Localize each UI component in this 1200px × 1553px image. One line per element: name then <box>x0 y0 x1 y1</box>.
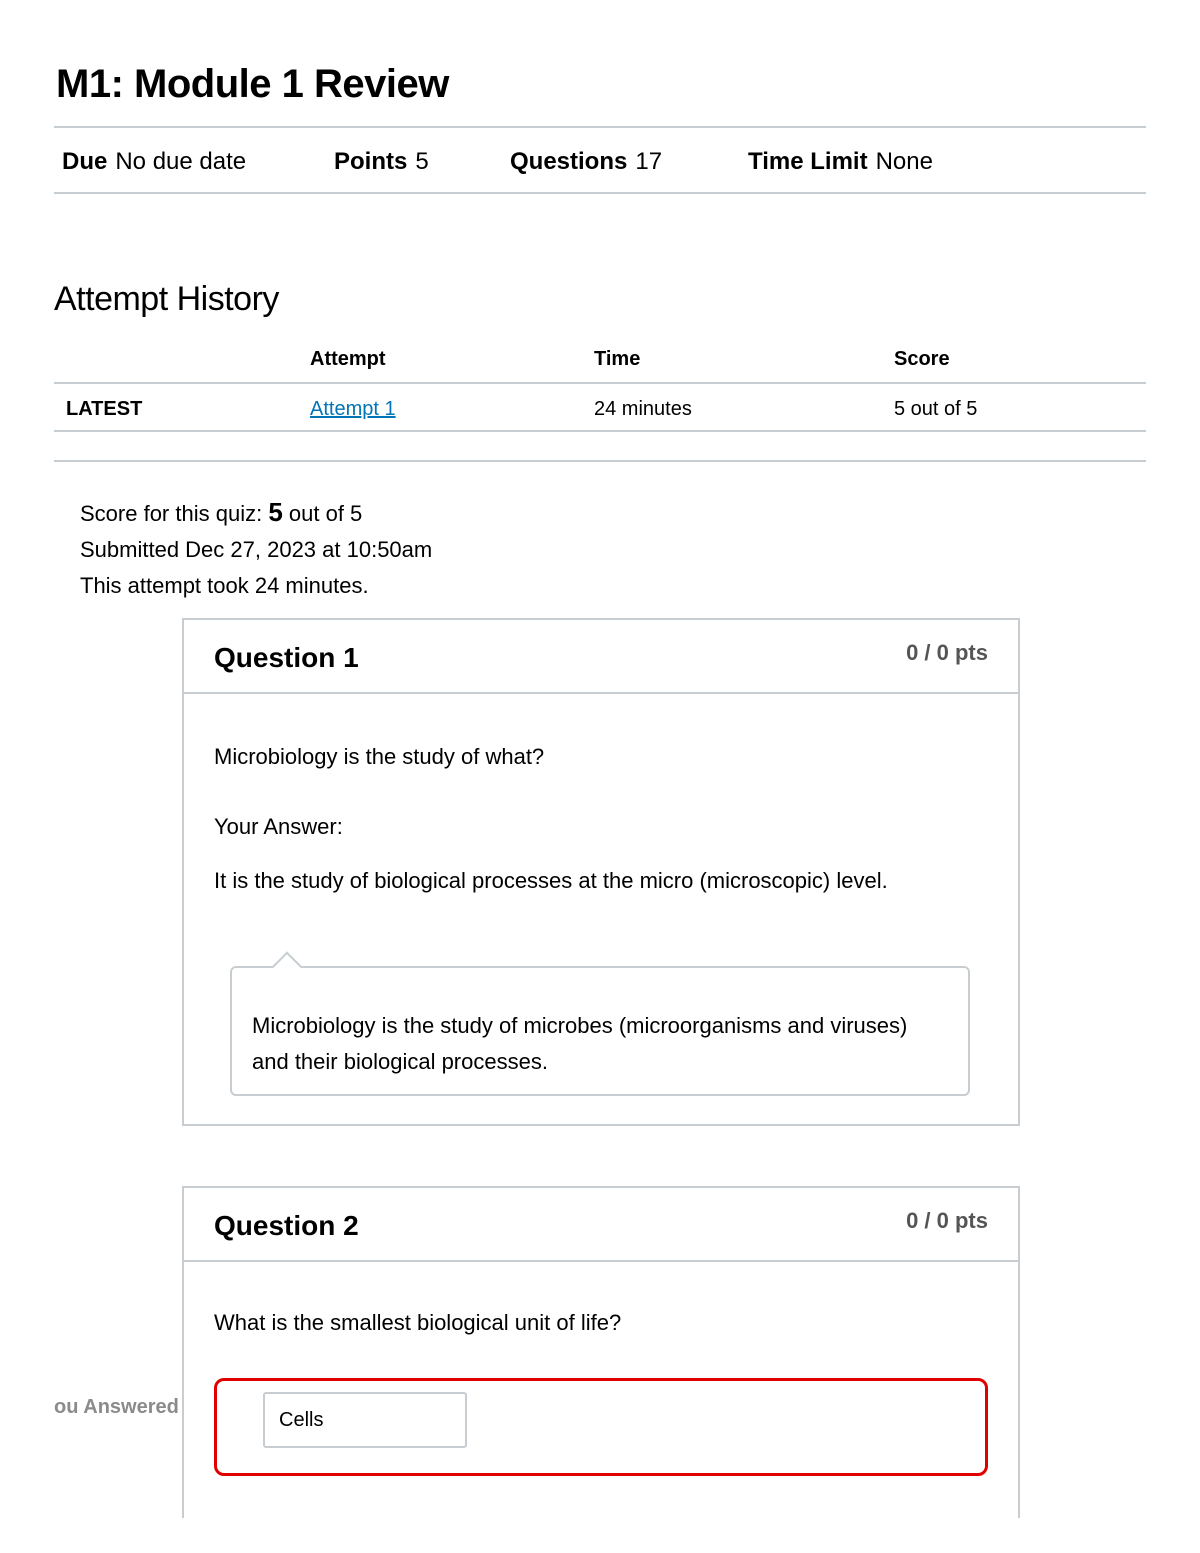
your-answer-label: Your Answer: <box>214 814 343 839</box>
due-value: No due date <box>115 148 247 175</box>
time-limit-detail <box>748 148 933 176</box>
you-answered-divider <box>182 1384 184 1436</box>
column-header-time: Time <box>594 348 641 370</box>
question-header <box>184 1188 1018 1262</box>
question-header <box>184 620 1018 694</box>
quiz-details <box>62 146 933 178</box>
you-answered-label: ou Answered <box>54 1396 179 1418</box>
score-prefix: Score for this quiz: <box>80 501 269 526</box>
divider <box>54 126 1146 128</box>
questions-label: Questions <box>510 148 628 175</box>
incorrect-answer-box <box>214 1378 988 1476</box>
column-header-attempt: Attempt <box>310 348 386 370</box>
time-limit-label: Time Limit <box>748 148 868 175</box>
submitted-line: Submitted Dec 27, 2023 at 10:50am <box>80 537 433 562</box>
answer-field[interactable]: Cells <box>263 1392 467 1448</box>
question-title: Question 1 <box>214 642 359 673</box>
attempt-time: 24 minutes <box>594 398 692 420</box>
points-detail <box>334 148 510 176</box>
due-label: Due <box>62 148 108 175</box>
question-points: 0 / 0 pts <box>906 1208 988 1233</box>
duration-line: This attempt took 24 minutes. <box>80 573 369 598</box>
score-suffix: out of 5 <box>282 501 363 526</box>
questions-detail <box>510 148 748 176</box>
score-line <box>80 494 432 532</box>
page-title: M1: Module 1 Review <box>56 62 449 106</box>
score-value: 5 <box>268 497 283 527</box>
question-card-1 <box>182 618 1020 1126</box>
attempt-status: LATEST <box>66 398 143 420</box>
points-value: 5 <box>415 148 429 175</box>
your-answer-text: It is the study of biological processes at the micro (microscopic) level. <box>214 868 888 893</box>
column-header-score: Score <box>894 348 950 370</box>
answer-comment-box <box>230 966 970 1096</box>
attempt-link[interactable]: Attempt 1 <box>310 398 396 420</box>
answer-comment-text: Microbiology is the study of microbes (microorganisms and viruses) and their biological processes. <box>252 1013 908 1074</box>
question-card-2 <box>182 1186 1020 1518</box>
question-prompt: Microbiology is the study of what? <box>214 744 545 769</box>
table-header-row <box>54 340 1146 384</box>
divider <box>54 192 1146 194</box>
attempt-history-table <box>54 340 1146 432</box>
time-limit-value: None <box>875 148 933 175</box>
divider <box>54 460 1146 462</box>
attempt-score: 5 out of 5 <box>894 398 978 420</box>
questions-value: 17 <box>635 148 663 175</box>
quiz-summary <box>80 494 432 604</box>
question-prompt: What is the smallest biological unit of life? <box>214 1310 622 1335</box>
table-row <box>54 384 1146 432</box>
points-label: Points <box>334 148 408 175</box>
question-title: Question 2 <box>214 1210 359 1241</box>
attempt-history-heading: Attempt History <box>54 280 279 318</box>
due-detail <box>62 148 334 176</box>
question-points: 0 / 0 pts <box>906 640 988 665</box>
